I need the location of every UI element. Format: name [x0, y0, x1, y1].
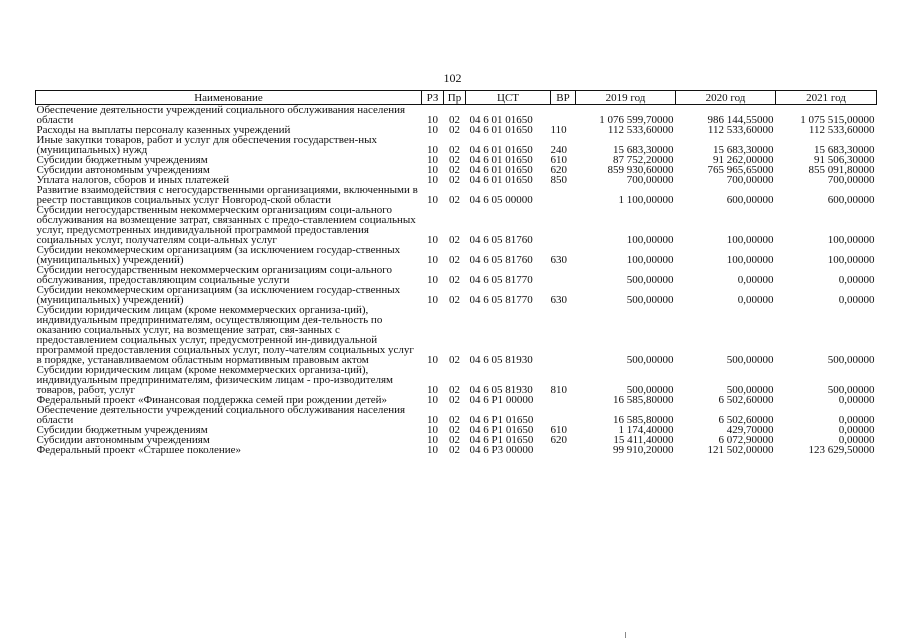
cell-pr: 02 [449, 254, 460, 266]
cell-rz: 10 [427, 424, 438, 436]
cell-cst: 04 6 05 81930 [469, 384, 533, 396]
cell-y2021: 0,00000 [838, 394, 875, 406]
cell-y2020: 429,70000 [726, 424, 774, 436]
table-row [36, 305, 877, 365]
cell-rz: 10 [427, 194, 438, 206]
cell-pr: 02 [449, 154, 460, 166]
cell-cst: 04 6 05 81760 [469, 234, 533, 246]
cell-y2020: 121 502,00000 [707, 444, 774, 456]
cell-name: Федеральный проект «Старшее поколение» [36, 444, 242, 456]
table-row [36, 135, 877, 155]
cell-vr [551, 185, 576, 205]
cell-vr [551, 395, 576, 405]
budget-table [35, 90, 877, 455]
cell-cst: 04 6 P3 00000 [469, 444, 534, 456]
cell-vr [551, 305, 576, 365]
header-vr: ВР [551, 91, 576, 105]
cell-y2020: 500,00000 [726, 354, 774, 366]
cell-y2020: 600,00000 [726, 194, 774, 206]
cell-rz: 10 [427, 414, 438, 426]
cell-cst: 04 6 P1 01650 [469, 424, 534, 436]
cell-name: Развитие взаимодействия с негосударственными организациями, включенными в реестр поставщиков социальных услуг Новгород-ской области [36, 184, 418, 206]
cell-cst: 04 6 P1 01650 [469, 414, 534, 426]
cell-name: Федеральный проект «Финансовая поддержка семей при рождении детей» [36, 394, 388, 406]
cell-y2020: 765 965,65000 [707, 164, 774, 176]
header-cst: ЦСТ [466, 91, 551, 105]
cell-y2021: 600,00000 [827, 194, 875, 206]
cell-vr: 620 [550, 164, 567, 176]
cell-name: Субсидии автономным учреждениям [36, 164, 210, 176]
cell-y2020: 91 262,00000 [713, 154, 774, 166]
cell-vr: 110 [550, 124, 567, 136]
cell-pr: 02 [449, 144, 460, 156]
cell-y2020: 0,00000 [737, 294, 774, 306]
cell-cst: 04 6 01 01650 [469, 154, 533, 166]
cell-pr: 02 [449, 174, 460, 186]
cell-cst: 04 6 01 01650 [469, 164, 533, 176]
cell-name: Субсидии юридическим лицам (кроме некоммерческих организа-ций), индивидуальным предпринимателям, осуществляющим дея-тельность по оказанию социальных услуг, на возмещение затрат, свя-занных с предоставлением социальных услуг, предусмотренной ин-дивидуальной программой предоставления социальных услуг, полу-чателям социальных услуг в порядке, устанавливаемом областным нормативным правовым актом [36, 304, 414, 366]
cell-name: Субсидии бюджетным учреждениям [36, 154, 208, 166]
cell-y2020: 6 072,90000 [718, 434, 774, 446]
cell-name: Обеспечение деятельности учреждений социального обслуживания населения области [36, 104, 406, 126]
cell-rz: 10 [427, 174, 438, 186]
cell-cst: 04 6 05 00000 [469, 194, 533, 206]
cell-y2021: 100,00000 [827, 234, 875, 246]
cell-vr: 240 [550, 144, 567, 156]
cell-pr: 02 [449, 234, 460, 246]
cell-y2019: 1 174,40000 [618, 424, 674, 436]
cell-y2019: 1 076 599,70000 [599, 114, 674, 126]
cell-y2019: 99 910,20000 [613, 444, 674, 456]
cell-rz: 10 [427, 444, 438, 456]
cell-y2020: 0,00000 [737, 274, 774, 286]
cell-pr: 02 [449, 434, 460, 446]
table-row [36, 285, 877, 305]
cell-y2021: 700,00000 [827, 174, 875, 186]
cell-y2021: 0,00000 [838, 414, 875, 426]
cell-rz: 10 [427, 234, 438, 246]
table-row [36, 405, 877, 425]
cell-pr: 02 [449, 274, 460, 286]
cell-vr: 620 [550, 434, 567, 446]
cell-y2020: 100,00000 [726, 254, 774, 266]
cell-y2019: 16 585,80000 [613, 414, 674, 426]
cell-vr [551, 405, 576, 425]
page-number: 102 [443, 71, 462, 85]
cell-y2021: 112 533,60000 [808, 124, 875, 136]
table-row [36, 265, 877, 285]
cell-rz: 10 [427, 354, 438, 366]
cell-name: Субсидии негосударственным некоммерческим организациям соци-ального обслуживания, предоставляющим социальные услуги [36, 264, 393, 286]
cell-vr: 810 [550, 384, 567, 396]
cell-cst: 04 6 01 01650 [469, 114, 533, 126]
cell-rz: 10 [427, 294, 438, 306]
table-row [36, 185, 877, 205]
cell-pr: 02 [449, 114, 460, 126]
cell-cst: 04 6 05 81770 [469, 274, 533, 286]
header-2019: 2019 год [576, 91, 676, 105]
table-row [36, 105, 877, 126]
cell-name: Субсидии автономным учреждениям [36, 434, 210, 446]
cell-y2021: 0,00000 [838, 274, 875, 286]
cell-y2021: 0,00000 [838, 434, 875, 446]
cell-vr: 610 [550, 424, 567, 436]
cell-vr: 610 [550, 154, 567, 166]
header-2021: 2021 год [776, 91, 877, 105]
cell-y2021: 1 075 515,00000 [800, 114, 875, 126]
cell-name: Субсидии бюджетным учреждениям [36, 424, 208, 436]
cell-y2020: 500,00000 [726, 384, 774, 396]
header-rz: РЗ [422, 91, 444, 105]
cell-rz: 10 [427, 144, 438, 156]
cell-y2019: 700,00000 [626, 174, 674, 186]
header-2020: 2020 год [676, 91, 776, 105]
cell-rz: 10 [427, 434, 438, 446]
table-header-row [36, 91, 877, 105]
header-pr: Пр [444, 91, 466, 105]
cell-rz: 10 [427, 154, 438, 166]
cell-pr: 02 [449, 394, 460, 406]
cell-vr: 630 [550, 294, 567, 306]
cell-y2019: 15 411,40000 [613, 434, 674, 446]
cell-pr: 02 [449, 414, 460, 426]
cell-name: Субсидии некоммерческим организациям (за исключением государ-ственных (муниципальных) учреждений) [36, 244, 401, 266]
cell-y2020: 700,00000 [726, 174, 774, 186]
cell-rz: 10 [427, 384, 438, 396]
cell-rz: 10 [427, 254, 438, 266]
cell-y2019: 100,00000 [626, 234, 674, 246]
cell-vr [551, 265, 576, 285]
cell-rz: 10 [427, 274, 438, 286]
cell-cst: 04 6 05 81770 [469, 294, 533, 306]
cell-name: Иные закупки товаров, работ и услуг для обеспечения государствен-ных (муниципальных) нужд [36, 134, 378, 156]
cell-y2019: 500,00000 [626, 384, 674, 396]
cell-rz: 10 [427, 394, 438, 406]
cell-name: Уплата налогов, сборов и иных платежей [36, 174, 230, 186]
cell-rz: 10 [427, 114, 438, 126]
cell-pr: 02 [449, 424, 460, 436]
cell-y2019: 859 930,60000 [607, 164, 674, 176]
cell-name: Субсидии юридическим лицам (кроме некоммерческих организа-ций), индивидуальным предпринимателям, физическим лицам - про-изводителям товаров, работ, услуг [36, 364, 394, 396]
cell-cst: 04 6 01 01650 [469, 174, 533, 186]
scan-mark [625, 632, 626, 638]
cell-cst: 04 6 01 01650 [469, 144, 533, 156]
cell-y2021: 91 506,30000 [814, 154, 875, 166]
cell-y2019: 500,00000 [626, 354, 674, 366]
cell-y2021: 0,00000 [838, 294, 875, 306]
cell-y2020: 6 502,60000 [718, 394, 774, 406]
cell-cst: 04 6 01 01650 [469, 124, 533, 136]
cell-y2019: 15 683,30000 [613, 144, 674, 156]
cell-y2020: 986 144,55000 [707, 114, 774, 126]
cell-vr [551, 445, 576, 455]
cell-cst: 04 6 05 81760 [469, 254, 533, 266]
cell-y2019: 16 585,80000 [613, 394, 674, 406]
cell-vr: 850 [550, 174, 567, 186]
cell-rz: 10 [427, 164, 438, 176]
cell-y2020: 100,00000 [726, 234, 774, 246]
table-body [36, 105, 877, 456]
cell-vr: 630 [550, 254, 567, 266]
cell-y2019: 500,00000 [626, 294, 674, 306]
cell-pr: 02 [449, 294, 460, 306]
cell-cst: 04 6 05 81930 [469, 354, 533, 366]
cell-name: Расходы на выплаты персоналу казенных учреждений [36, 124, 291, 136]
cell-pr: 02 [449, 194, 460, 206]
cell-rz: 10 [427, 124, 438, 136]
cell-pr: 02 [449, 164, 460, 176]
cell-y2019: 500,00000 [626, 274, 674, 286]
cell-y2020: 15 683,30000 [713, 144, 774, 156]
cell-y2021: 500,00000 [827, 384, 875, 396]
table-row [36, 445, 877, 455]
table-row [36, 245, 877, 265]
cell-y2021: 123 629,50000 [808, 444, 875, 456]
cell-y2019: 112 533,60000 [607, 124, 674, 136]
cell-y2020: 112 533,60000 [707, 124, 774, 136]
cell-y2021: 100,00000 [827, 254, 875, 266]
cell-pr: 02 [449, 354, 460, 366]
cell-vr [551, 105, 576, 126]
cell-y2019: 87 752,20000 [613, 154, 674, 166]
cell-y2021: 855 091,80000 [808, 164, 875, 176]
table-row [36, 205, 877, 245]
header-name: Наименование [36, 91, 422, 105]
cell-pr: 02 [449, 124, 460, 136]
cell-pr: 02 [449, 444, 460, 456]
cell-name: Субсидии негосударственным некоммерческим организациям соци-ального обслуживания на возмещение затрат, связанных с предо-ставлением социальных услуг, предусмотренных индивидуальной программой предоставления социальных услуг, получателям соци-альных услуг [36, 204, 416, 246]
cell-pr: 02 [449, 384, 460, 396]
cell-vr [551, 205, 576, 245]
cell-cst: 04 6 P1 01650 [469, 434, 534, 446]
cell-name: Субсидии некоммерческим организациям (за исключением государ-ственных (муниципальных) учреждений) [36, 284, 401, 306]
cell-y2021: 15 683,30000 [814, 144, 875, 156]
cell-y2021: 0,00000 [838, 424, 875, 436]
cell-y2019: 1 100,00000 [618, 194, 674, 206]
table-row [36, 365, 877, 395]
cell-y2020: 6 502,60000 [718, 414, 774, 426]
cell-name: Обеспечение деятельности учреждений социального обслуживания населения области [36, 404, 406, 426]
cell-y2021: 500,00000 [827, 354, 875, 366]
cell-cst: 04 6 P1 00000 [469, 394, 534, 406]
cell-y2019: 100,00000 [626, 254, 674, 266]
